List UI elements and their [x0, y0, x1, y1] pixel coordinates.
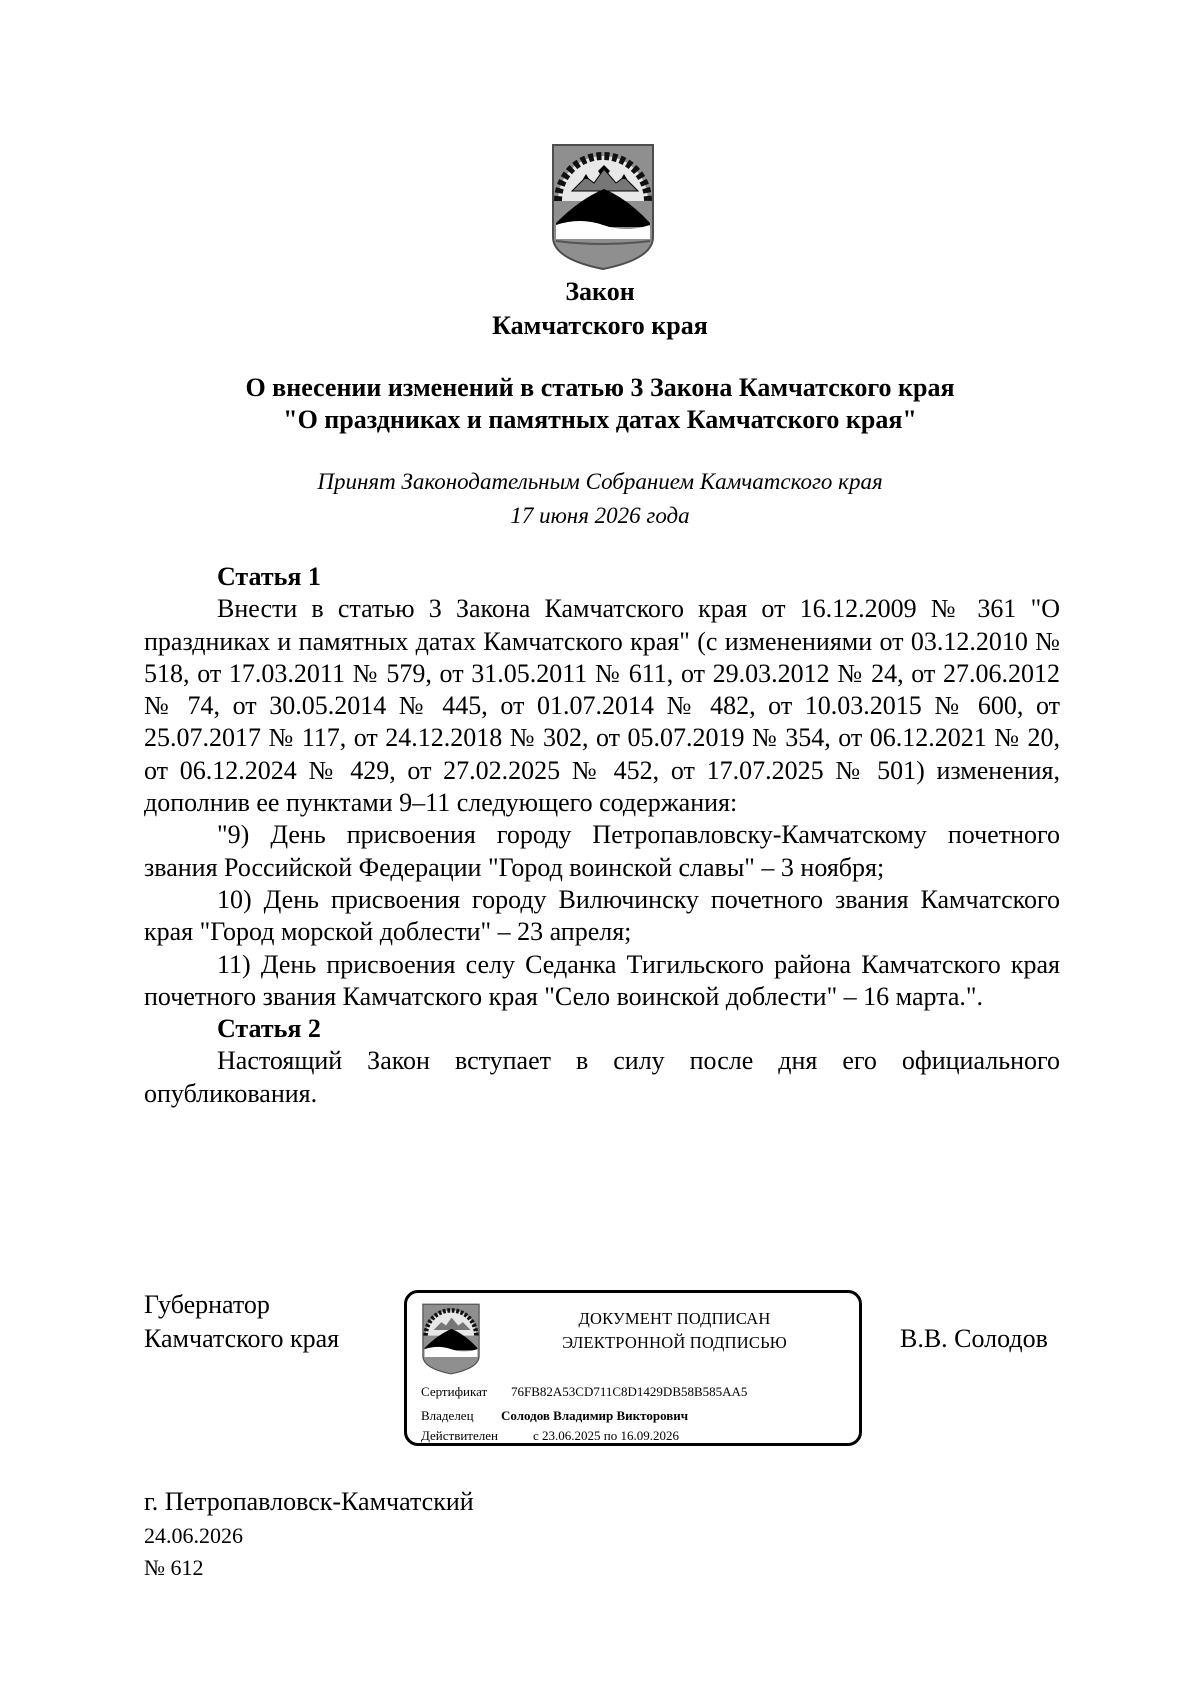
article-1-paragraph: "9) День присвоения городу Петропавловску-Камчатскому почетного звания Российской Федерации "Город воинской славы" – 3 ноября; [144, 820, 1060, 882]
article-2-heading: Статья 2 [217, 1014, 321, 1044]
adoption-date: 17 июня 2026 года [510, 503, 690, 528]
law-number: № 612 [144, 1555, 204, 1580]
article-2-paragraph: Настоящий Закон вступает в силу после дня его официального опубликования. [144, 1046, 1060, 1108]
stamp-certificate-value: 76FB82A53CD711C8D1429DB58B585AA5 [511, 1384, 748, 1399]
stamp-validity-row [421, 1427, 679, 1445]
stamp-owner-row [421, 1407, 688, 1425]
document-type: Закон [565, 277, 635, 306]
adoption-note: Принят Законодательным Собранием Камчатского края [317, 469, 883, 494]
stamp-validity-label: Действителен [421, 1428, 498, 1443]
signatory-name: В.В. Солодов [900, 1324, 1048, 1353]
stamp-validity-value: с 23.06.2025 по 16.09.2026 [533, 1428, 679, 1443]
place-of-signing: г. Петропавловск-Камчатский [144, 1487, 474, 1516]
stamp-certificate-label: Сертификат [421, 1384, 488, 1399]
stamp-heading-line2: ЭЛЕКТРОННОЙ ПОДПИСЬЮ [562, 1333, 787, 1352]
stamp-heading-line1: ДОКУМЕНТ ПОДПИСАН [578, 1309, 771, 1328]
stamp-certificate-row [421, 1383, 747, 1401]
article-1-paragraph: 10) День присвоения городу Вилючинску почетного звания Камчатского края "Город морской доблести" – 23 апреля; [144, 884, 1060, 947]
coat-of-arms-icon [421, 1303, 481, 1375]
article-1-heading: Статья 1 [217, 562, 321, 591]
electronic-signature-stamp [404, 1290, 862, 1446]
article-1-paragraph: Внести в статью 3 Закона Камчатского края от 16.12.2009 № 361 "О праздниках и памятных датах Камчатского края" (с изменениями от 03.12.2010 № 518, от 17.03.2011 № 579, от 31.05.2011 № 611, от 29.03.2012 № 24, от 27.06.2012 № 74, от 30.05.2014 № 445, от 01.07.2014 № 482, от 10.03.2015 № 600, от 25.07.2017 № 117, от 24.12.2018 № 302, от 05.07.2019 № 354, от 06.12.2021 № 20, от 06.12.2024 № 429, от 27.02.2025 № 452, от 17.07.2025 № 501) изменения, дополнив ее пунктами 9–11 следующего содержания: [144, 594, 1060, 818]
article-1-paragraph: 11) День присвоения селу Седанка Тигильского района Камчатского края почетного звания Камчатского края "Село воинской доблести" – 16 марта.". [144, 949, 1060, 1011]
law-subject-line2: "О праздниках и памятных датах Камчатского края" [283, 405, 917, 434]
signatory-position-line2: Камчатского края [144, 1324, 340, 1353]
stamp-heading [497, 1307, 852, 1355]
signing-date: 24.06.2026 [144, 1523, 243, 1548]
issuing-region: Камчатского края [492, 311, 708, 340]
law-body [144, 561, 1060, 1110]
coat-of-arms-emblem [550, 143, 656, 271]
law-subject-line1: О внесении изменений в статью 3 Закона Камчатского края [245, 373, 955, 402]
signatory-position [144, 1288, 339, 1356]
stamp-owner-label: Владелец [421, 1408, 474, 1423]
stamp-owner-value: Солодов Владимир Викторович [501, 1408, 689, 1423]
signatory-position-line1: Губернатор [144, 1290, 270, 1319]
